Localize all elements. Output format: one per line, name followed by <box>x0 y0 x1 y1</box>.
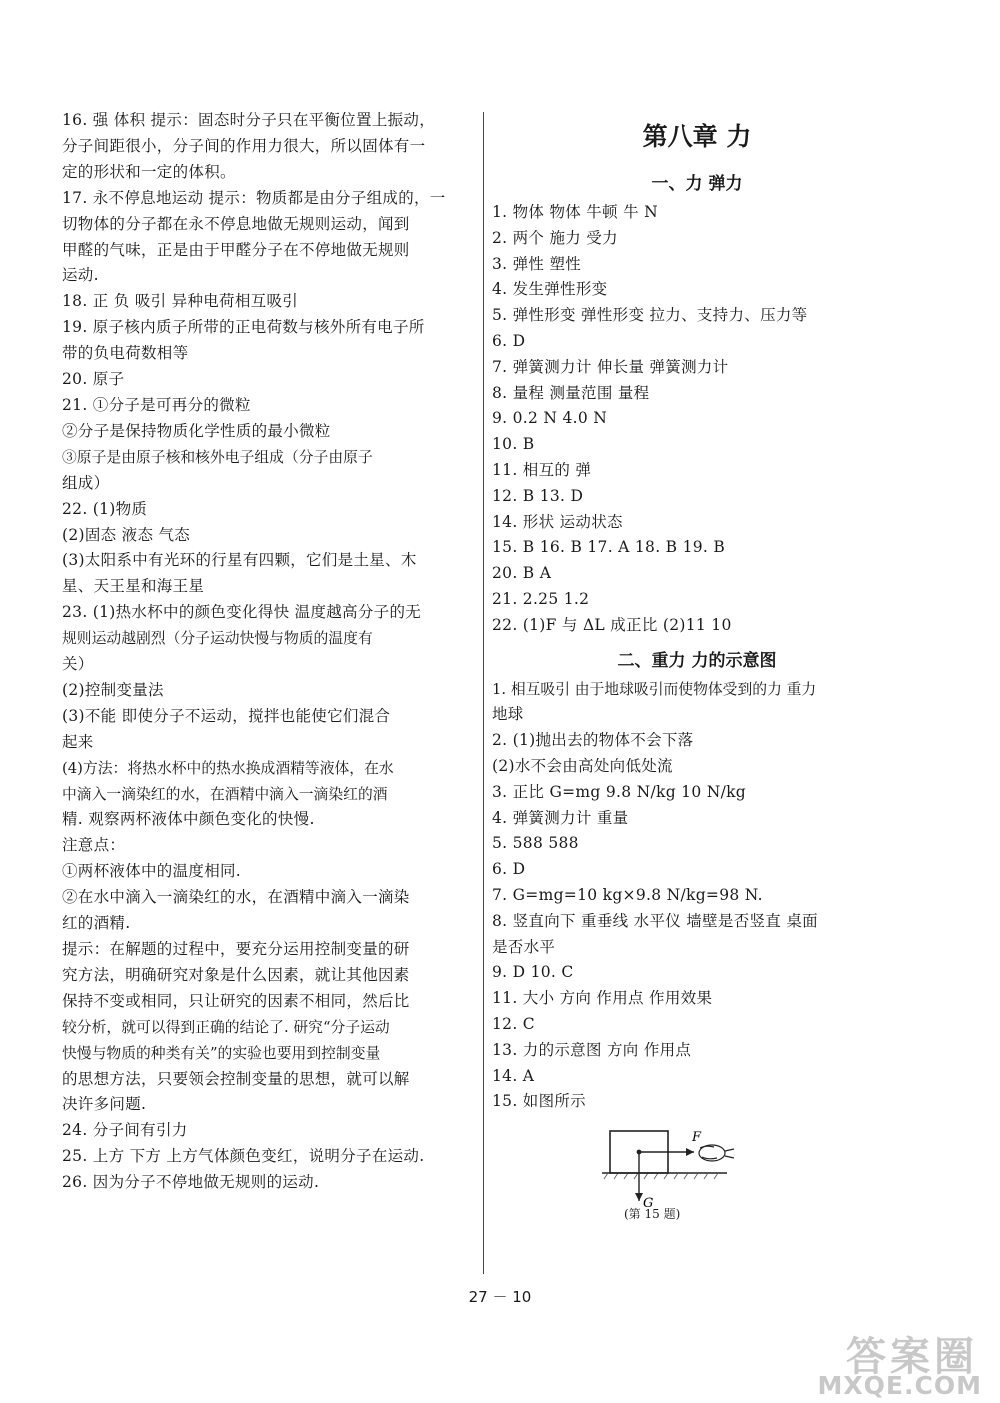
answer-line: 保持不变或相同，只让研究的因素不相同，然后比 <box>62 991 410 1010</box>
left-column <box>62 108 474 1196</box>
answer-line: ②分子是保持物质化学性质的最小微粒 <box>62 421 331 440</box>
answer-line: 23. (1)热水杯中的颜色变化得快 温度越高分子的无 <box>62 603 422 622</box>
section2-answer-line: 5. 588 588 <box>492 834 579 853</box>
section-title-elastic-force: 一、力 弹力 <box>651 174 743 194</box>
section1-answers <box>492 200 902 639</box>
section1-answer-line: 5. 弹性形变 弹性形变 拉力、支持力、压力等 <box>492 306 808 325</box>
section2-answers <box>492 677 902 1116</box>
column-divider <box>483 112 484 1274</box>
section1-answer-line: 10. B <box>492 435 535 454</box>
answer-line: ①两杯液体中的温度相同. <box>62 862 242 881</box>
answer-line: 决许多问题. <box>62 1095 147 1114</box>
answer-line: 18. 正 负 吸引 异种电荷相互吸引 <box>62 292 299 311</box>
arrowhead-g <box>635 1193 643 1201</box>
answer-line: 20. 原子 <box>62 370 125 389</box>
section2-answer-line: 7. G=mg=10 kg×9.8 N/kg=98 N. <box>492 885 763 904</box>
answer-line: ②在水中滴入一滴染红的水，在酒精中滴入一滴染 <box>62 888 410 907</box>
section1-answer-line: 22. (1)F 与 ΔL 成正比 (2)11 10 <box>492 615 732 634</box>
section1-answer-line: 21. 2.25 1.2 <box>492 589 590 608</box>
answer-line: 25. 上方 下方 上方气体颜色变红，说明分子在运动. <box>62 1147 425 1166</box>
answer-line: 组成） <box>62 473 110 492</box>
answer-line: (3)不能 即使分子不运动，搅拌也能使它们混合 <box>62 706 391 725</box>
arrowhead-f <box>686 1148 694 1156</box>
answer-line: 快慢与物质的种类有关”的实验也要用到控制变量 <box>62 1044 381 1062</box>
section2-answer-line: 6. D <box>492 860 526 879</box>
section1-answer-line: 7. 弹簧测力计 伸长量 弹簧测力计 <box>492 357 729 376</box>
section2-answer-line: 14. A <box>492 1066 535 1085</box>
section1-answer-line: 2. 两个 施力 受力 <box>492 228 618 247</box>
answer-line: 17. 永不停息地运动 提示：物质都是由分子组成的，一 <box>62 188 446 207</box>
answer-line: 16. 强 体积 提示：固态时分子只在平衡位置上振动， <box>62 111 436 129</box>
section1-answer-line: 12. B 13. D <box>492 486 584 505</box>
answer-line: 26. 因为分子不停地做无规则的运动. <box>62 1173 320 1192</box>
answer-line: 22. (1)物质 <box>62 499 148 518</box>
watermark-logo <box>742 1325 982 1400</box>
answer-line: 切物体的分子都在永不停息地做无规则运动，闻到 <box>62 214 410 233</box>
section-title-gravity: 二、重力 力的示意图 <box>617 650 777 671</box>
answer-line: 提示：在解题的过程中，要充分运用控制变量的研 <box>62 940 410 958</box>
answer-line: (4)方法：将热水杯中的热水换成酒精等液体，在水 <box>62 759 394 777</box>
hand-icon <box>699 1145 734 1161</box>
answer-line: 注意点： <box>62 836 126 855</box>
answer-line: 精. 观察两杯液体中颜色变化的快慢. <box>62 810 315 829</box>
section2-answer-line: 13. 力的示意图 方向 作用点 <box>492 1040 692 1059</box>
section2-answer-line: 9. D 10. C <box>492 963 574 982</box>
section1-answer-line: 1. 物体 物体 牛顿 牛 N <box>492 203 658 221</box>
answer-line: 规则运动越剧烈（分子运动快慢与物质的温度有 <box>62 630 373 648</box>
answer-line: (3)太阳系中有光环的行星有四颗，它们是土星、木 <box>62 551 417 570</box>
ground-hatch <box>604 1173 718 1179</box>
section2-answer-line: 15. 如图所示 <box>492 1092 586 1111</box>
answer-line: 运动. <box>62 266 99 285</box>
section2-answer-line: 12. C <box>492 1014 535 1033</box>
section1-answer-line: 11. 相互的 弹 <box>492 460 592 479</box>
answer-line: 21. ①分子是可再分的微粒 <box>62 395 251 414</box>
section1-answer-line: 15. B 16. B 17. A 18. B 19. B <box>492 538 726 557</box>
answer-line: 较分析，就可以得到正确的结论了. 研究“分子运动 <box>62 1018 390 1036</box>
answer-line: 的思想方法，只要领会控制变量的思想，就可以解 <box>62 1069 410 1088</box>
answer-line: 起来 <box>62 732 94 751</box>
section1-answer-line: 20. B A <box>492 564 552 583</box>
right-column <box>492 108 902 1221</box>
force-diagram <box>602 1121 742 1211</box>
answer-line: 中滴入一滴染红的水，在酒精中滴入一滴染红的酒 <box>62 785 388 803</box>
answer-line: 19. 原子核内质子所带的正电荷数与核外所有电子所 <box>62 318 425 337</box>
section1-answer-line: 8. 量程 测量范围 量程 <box>492 383 650 402</box>
answer-line: 分子间距很小，分子间的作用力很大，所以固体有一 <box>62 136 426 155</box>
watermark-text-bottom: MXQE.COM <box>817 1371 982 1400</box>
force-diagram-figure <box>602 1121 742 1221</box>
section1-answer-line: 4. 发生弹性形变 <box>492 280 608 299</box>
page-number: 27 － 10 <box>468 1288 532 1306</box>
section2-answer-line: 地球 <box>492 705 524 724</box>
section1-answer-line: 3. 弹性 塑性 <box>492 254 582 273</box>
answer-line: 星、天王星和海王星 <box>62 577 205 596</box>
answer-line: 定的形状和一定的体积。 <box>62 162 236 181</box>
chapter-title: 第八章 力 <box>642 122 752 151</box>
section2-answer-line: 11. 大小 方向 作用点 作用效果 <box>492 989 713 1008</box>
figure-caption: (第 15 题) <box>624 1207 681 1222</box>
answer-line: 关） <box>62 655 94 674</box>
section2-answer-line: 是否水平 <box>492 937 556 956</box>
answer-line: 红的酒精. <box>62 914 131 933</box>
section1-answer-line: 9. 0.2 N 4.0 N <box>492 409 608 428</box>
watermark-text-top: 答案圈 <box>846 1334 978 1380</box>
answer-line: 带的负电荷数相等 <box>62 344 189 363</box>
section2-answer-line: 3. 正比 G=mg 9.8 N/kg 10 N/kg <box>492 782 747 801</box>
answer-line: (2)控制变量法 <box>62 680 164 699</box>
section2-answer-line: (2)水不会由高处向低处流 <box>492 756 673 775</box>
section2-answer-line: 2. (1)抛出去的物体不会下落 <box>492 731 694 750</box>
answer-line: 甲醛的气味，正是由于甲醛分子在不停地做无规则 <box>62 240 410 259</box>
answer-line: (2)固态 液态 气态 <box>62 525 191 544</box>
section2-answer-line: 4. 弹簧测力计 重量 <box>492 808 629 827</box>
answer-line: 究方法，明确研究对象是什么因素，就让其他因素 <box>62 965 410 984</box>
label-g: G <box>643 1196 654 1212</box>
section1-answer-line: 14. 形状 运动状态 <box>492 512 623 531</box>
answer-line: ③原子是由原子核和核外电子组成（分子由原子 <box>62 448 373 466</box>
answer-line: 24. 分子间有引力 <box>62 1121 188 1140</box>
section2-answer-line: 1. 相互吸引 由于地球吸引而使物体受到的力 重力 <box>492 680 817 698</box>
section2-answer-line: 8. 竖直向下 重垂线 水平仪 墙壁是否竖直 桌面 <box>492 911 818 930</box>
section1-answer-line: 6. D <box>492 331 526 350</box>
label-f: F <box>692 1130 702 1146</box>
